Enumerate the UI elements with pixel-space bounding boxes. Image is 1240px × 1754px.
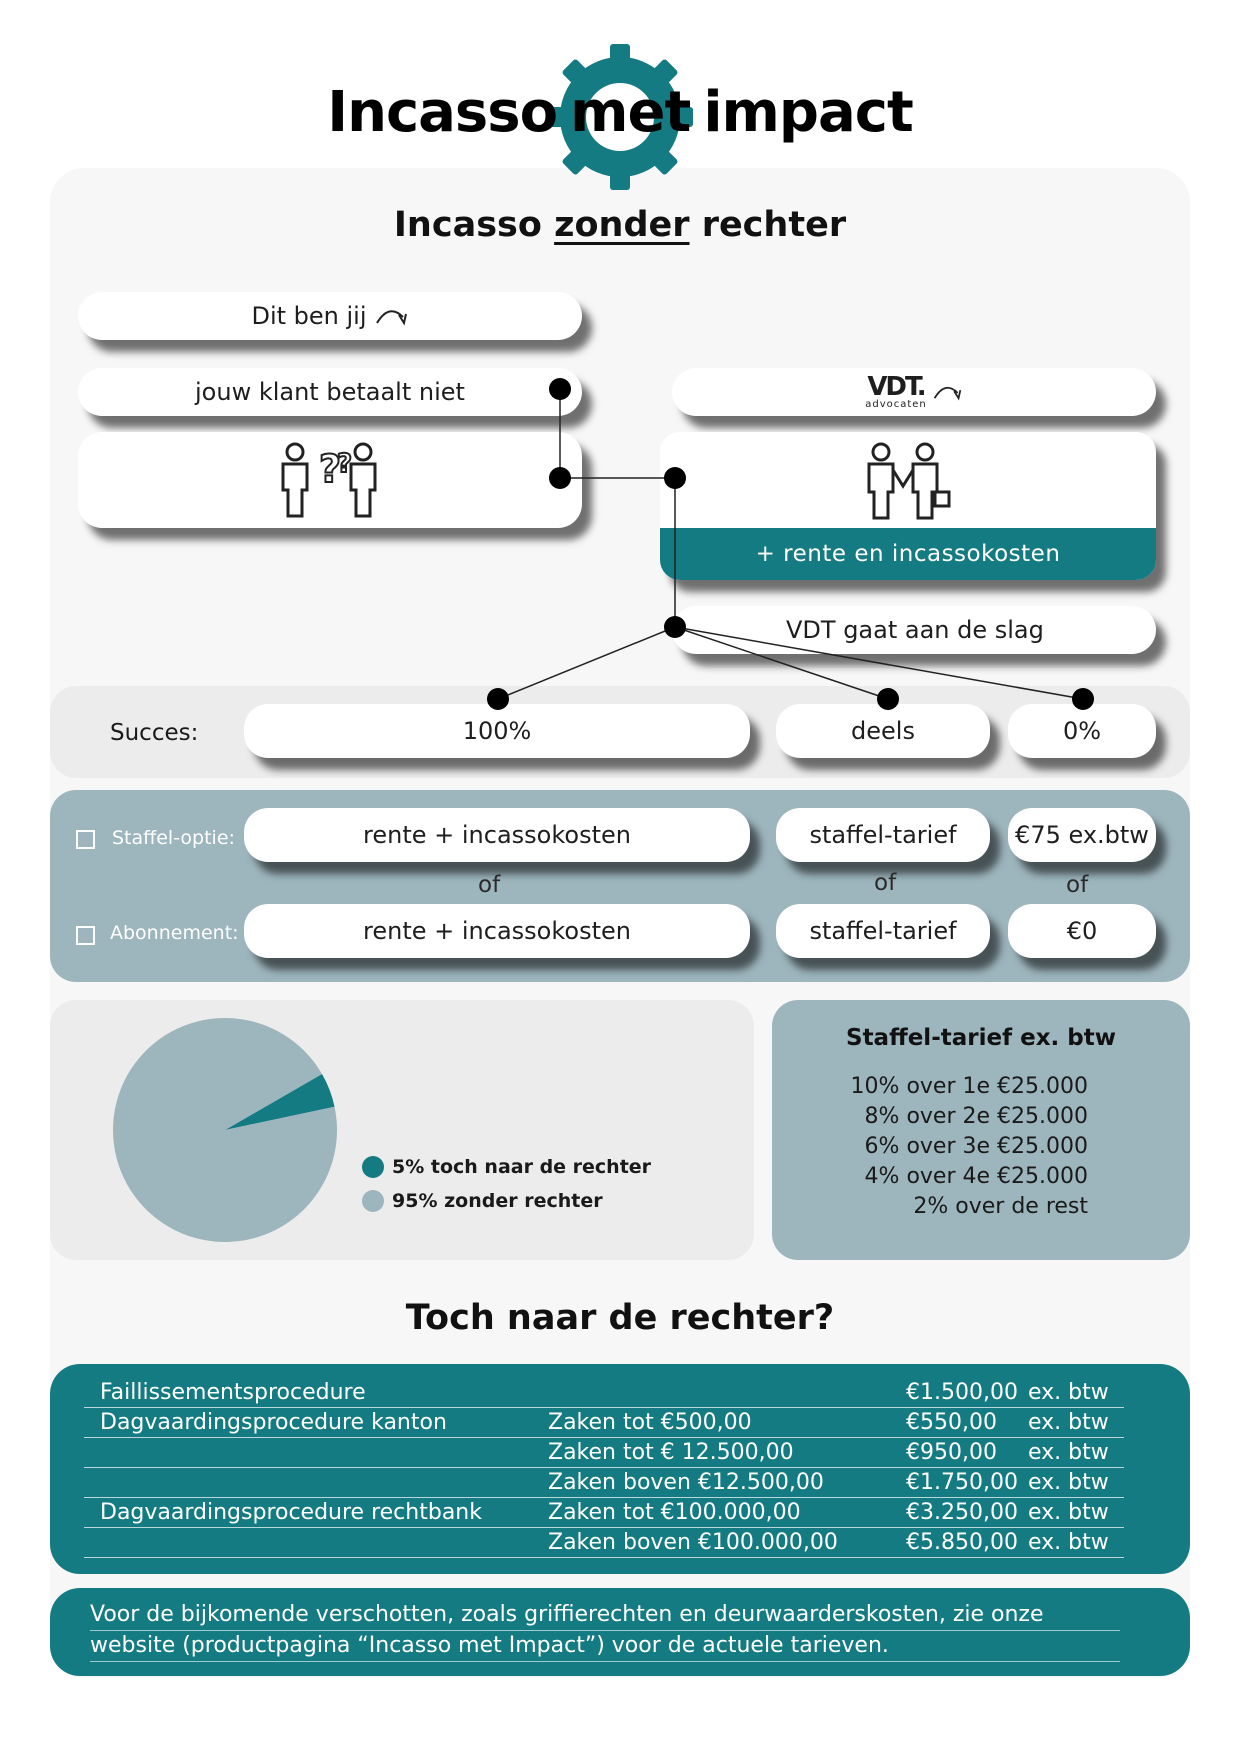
- success-none: 0%: [1008, 704, 1156, 758]
- court-vat: ex. btw: [1028, 1500, 1109, 1525]
- court-table-row: [84, 1498, 1124, 1528]
- staffel-line: 6% over 3e €25.000: [864, 1134, 1088, 1159]
- pie-chart: [110, 1015, 340, 1245]
- legend-swatch-no-court: [362, 1190, 384, 1212]
- court-procedure: Dagvaardingsprocedure kanton: [100, 1410, 447, 1435]
- court-procedure: Faillissementsprocedure: [100, 1380, 366, 1405]
- staffel-line: 4% over 4e €25.000: [864, 1164, 1088, 1189]
- svg-text:?: ?: [337, 449, 353, 479]
- court-condition: Zaken boven €100.000,00: [548, 1530, 838, 1555]
- court-table-row: [84, 1468, 1124, 1498]
- title-part2: met: [570, 80, 691, 145]
- court-condition: Zaken tot €100.000,00: [548, 1500, 801, 1525]
- court-price: €550,00: [906, 1410, 997, 1435]
- court-procedure: Dagvaardingsprocedure rechtbank: [100, 1500, 482, 1525]
- court-table: [84, 1378, 1124, 1558]
- court-heading: Toch naar de rechter?: [405, 1298, 835, 1338]
- abo-full: rente + incassokosten: [244, 904, 750, 958]
- title-part1: Incasso: [327, 80, 558, 145]
- connector-dot: [1072, 688, 1094, 710]
- legend-swatch-court: [362, 1156, 384, 1178]
- legend-item-no-court: [362, 1190, 651, 1212]
- interest-label: + rente en incassokosten: [755, 541, 1061, 567]
- court-price: €950,00: [906, 1440, 997, 1465]
- court-condition: Zaken boven €12.500,00: [548, 1470, 824, 1495]
- you-label: Dit ben jij: [251, 302, 367, 330]
- staffel-label: Staffel-optie:: [112, 827, 235, 849]
- staffel-line: 10% over 1e €25.000: [850, 1074, 1088, 1099]
- subtitle-part1: Incasso: [393, 205, 542, 245]
- footer-line-1: Voor de bijkomende verschotten, zoals griffierechten en deurwaarderskosten, zie onze: [90, 1600, 1120, 1631]
- success-partial: deels: [776, 704, 990, 758]
- or-label-2: of: [874, 870, 897, 896]
- pie-legend: [362, 1156, 651, 1212]
- footer-note: [90, 1600, 1120, 1662]
- court-condition: Zaken tot € 12.500,00: [548, 1440, 794, 1465]
- court-vat: ex. btw: [1028, 1410, 1109, 1435]
- connector-dot: [549, 467, 571, 489]
- staffel-line: 8% over 2e €25.000: [864, 1104, 1088, 1129]
- connector-dot: [549, 378, 571, 400]
- vdt-logo-text: VDT.: [867, 372, 925, 402]
- court-table-row: [84, 1438, 1124, 1468]
- staffel-line: 2% over de rest: [913, 1194, 1088, 1219]
- court-price: €3.250,00: [906, 1500, 1018, 1525]
- success-full: 100%: [244, 704, 750, 758]
- connector-dot: [664, 616, 686, 638]
- abo-none: €0: [1008, 904, 1156, 958]
- staffel-full: rente + incassokosten: [244, 808, 750, 862]
- legend-label-no-court: 95% zonder rechter: [392, 1190, 603, 1212]
- court-vat: ex. btw: [1028, 1530, 1109, 1555]
- court-vat: ex. btw: [1028, 1440, 1109, 1465]
- court-price: €1.500,00: [906, 1380, 1018, 1405]
- court-vat: ex. btw: [1028, 1470, 1109, 1495]
- court-price: €1.750,00: [906, 1470, 1018, 1495]
- or-label-1: of: [478, 872, 501, 898]
- court-condition: Zaken tot €500,00: [548, 1410, 752, 1435]
- abo-partial: staffel-tarief: [776, 904, 990, 958]
- court-price: €5.850,00: [906, 1530, 1018, 1555]
- staffel-tarief-title: Staffel-tarief ex. btw: [846, 1025, 1116, 1051]
- court-table-row: [84, 1378, 1124, 1408]
- or-label-3: of: [1066, 872, 1089, 898]
- staffel-tarief-lines: [772, 1072, 1088, 1222]
- legend-item-court: [362, 1156, 651, 1178]
- success-label: Succes:: [110, 720, 199, 746]
- staffel-partial: staffel-tarief: [776, 808, 990, 862]
- footer-line-2: website (productpagina “Incasso met Impact”) voor de actuele tarieven.: [90, 1631, 1120, 1662]
- connector-dot: [877, 688, 899, 710]
- abonnement-label: Abonnement:: [110, 922, 239, 944]
- client-label: jouw klant betaalt niet: [195, 378, 465, 406]
- title-part3: impact: [703, 80, 913, 145]
- connector-dot: [487, 688, 509, 710]
- svg-text:?: ?: [319, 447, 342, 491]
- subtitle-part2: zonder: [554, 205, 690, 245]
- court-table-row: [84, 1408, 1124, 1438]
- subtitle-part3: rechter: [701, 205, 847, 245]
- connector-dot: [664, 467, 686, 489]
- court-vat: ex. btw: [1028, 1380, 1109, 1405]
- action-label: VDT gaat aan de slag: [786, 616, 1044, 644]
- pie-slice-1: [113, 1018, 337, 1242]
- vdt-logo-sub: advocaten: [865, 399, 927, 410]
- court-table-row: [84, 1528, 1124, 1558]
- legend-label-court: 5% toch naar de rechter: [392, 1156, 652, 1178]
- staffel-none: €75 ex.btw: [1008, 808, 1156, 862]
